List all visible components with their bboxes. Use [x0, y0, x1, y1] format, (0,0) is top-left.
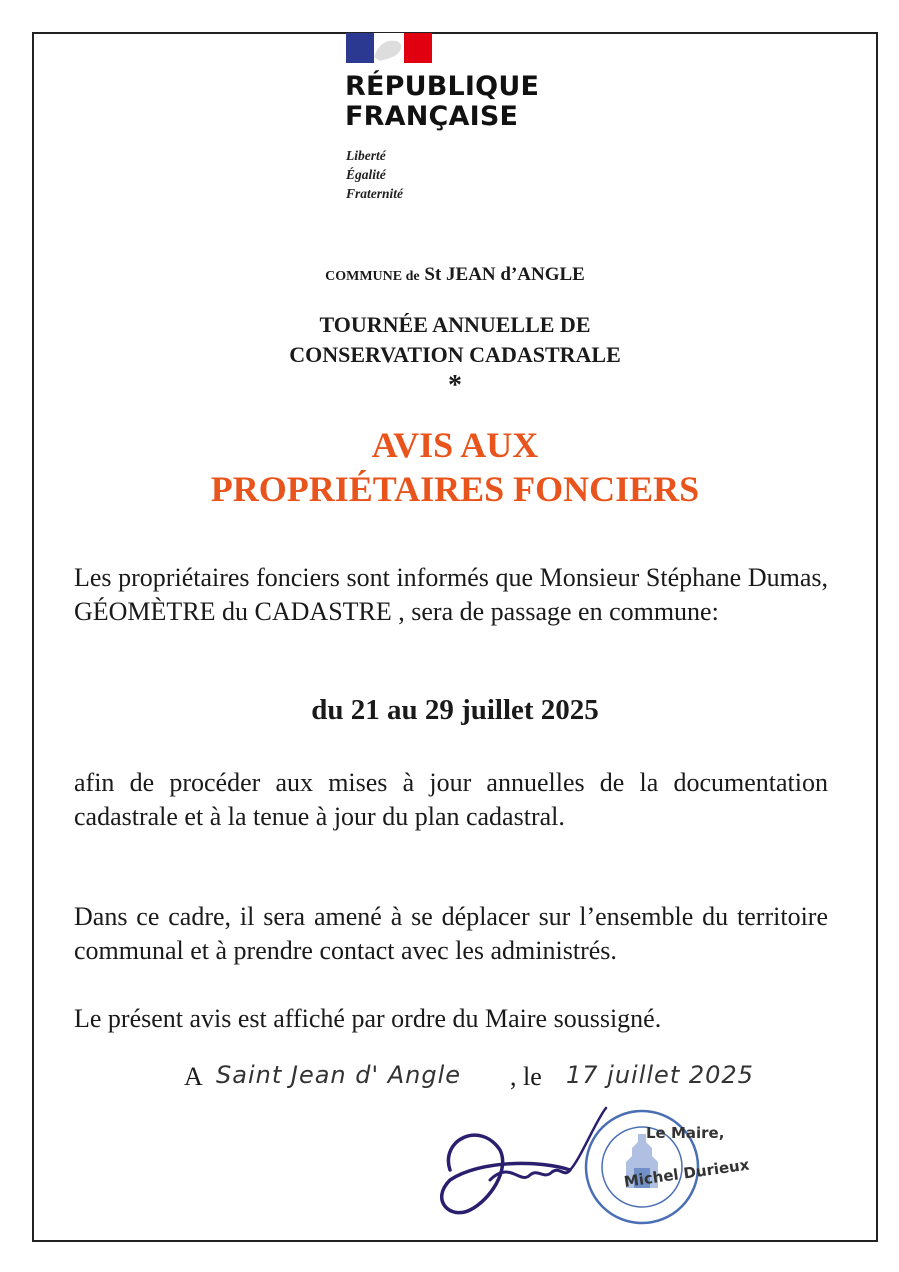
republique-line: RÉPUBLIQUE — [345, 71, 540, 102]
mayor-name: Michel Durieux — [622, 1155, 751, 1191]
date-prefix: , le — [510, 1062, 542, 1091]
devise — [346, 146, 403, 203]
tournee-line1: TOURNÉE ANNUELLE DE — [319, 312, 591, 337]
tournee-heading — [34, 310, 876, 370]
commune-prefix: COMMUNE de — [325, 269, 420, 284]
dates-heading: du 21 au 29 juillet 2025 — [311, 694, 599, 726]
devise-liberte: Liberté — [346, 148, 386, 163]
paragraph-intro: Les propriétaires fonciers sont informés que Monsieur Stéphane Dumas, GÉOMÈTRE du CADASTRE , sera de passage en commune: — [74, 563, 828, 626]
marianne-logo — [346, 33, 432, 63]
devise-fraternite: Fraternité — [346, 186, 404, 201]
republique-francaise-title — [345, 72, 539, 132]
commune-name: St JEAN d’ANGLE — [424, 264, 585, 285]
avis-line2: PROPRIÉTAIRES FONCIERS — [210, 469, 700, 509]
avis-line1: AVIS AUX — [371, 425, 539, 465]
mayor-title: Le Maire, — [646, 1124, 725, 1142]
devise-egalite: Égalité — [346, 167, 386, 182]
handwritten-date: 17 juillet 2025 — [566, 1061, 754, 1089]
place-prefix: A — [184, 1062, 203, 1091]
handwritten-place: Saint Jean d' Angle — [216, 1061, 462, 1089]
commune-heading — [34, 264, 876, 286]
paragraph-order: Le présent avis est affiché par ordre du Maire soussigné. — [74, 1004, 662, 1033]
paragraph-purpose: afin de procéder aux mises à jour annuelles de la documentation cadastrale et à la tenue à jour du plan cadastral. — [74, 768, 828, 831]
mayor-signature — [420, 1100, 620, 1230]
francaise-line: FRANÇAISE — [345, 101, 519, 132]
tournee-line2: CONSERVATION CADASTRALE — [289, 342, 621, 367]
avis-title — [34, 423, 876, 511]
separator-star: * — [448, 370, 462, 401]
paragraph-context: Dans ce cadre, il sera amené à se déplacer sur l’ensemble du territoire communal et à prendre contact avec les administrés. — [74, 902, 828, 965]
